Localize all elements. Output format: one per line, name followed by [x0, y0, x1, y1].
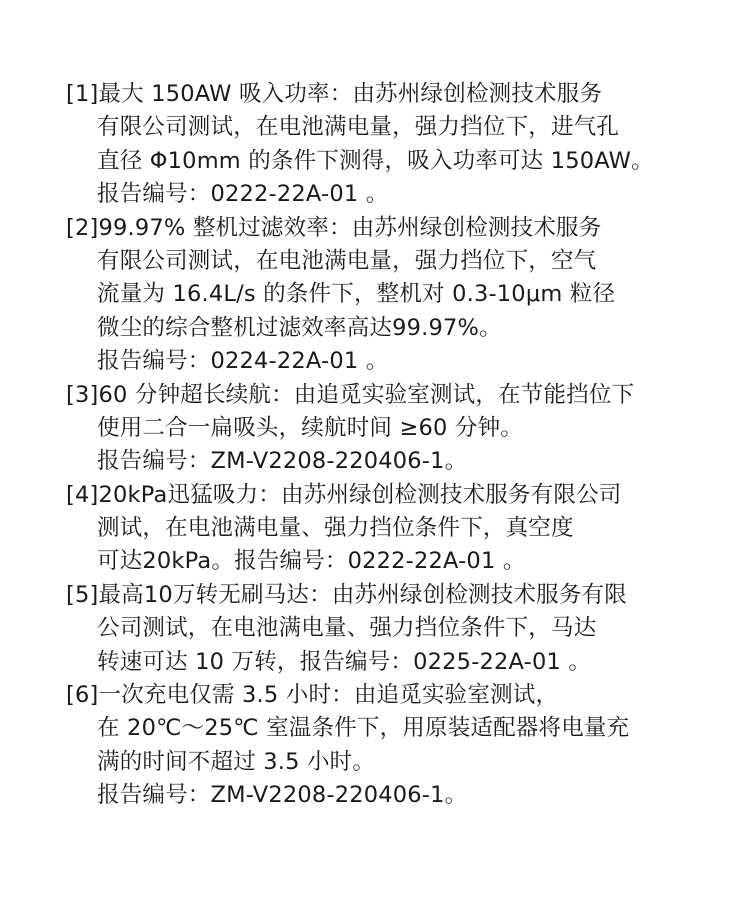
footnote-text: 20kPa迅猛吸力：由苏州绿创检测技术服务有限公司	[98, 481, 622, 508]
footnote-line: 有限公司测试，在电池满电量，强力挡位下，空气	[97, 247, 597, 274]
footnote-line: 满的时间不超过 3.5 小时。	[97, 748, 376, 775]
footnote-text: 最高10万转无刷马达：由苏州绿创检测技术服务有限	[98, 581, 627, 608]
footnotes-list	[66, 78, 726, 813]
footnote-marker: [2]	[66, 214, 99, 241]
footnote-marker: [4]	[66, 481, 99, 508]
footnote-line	[66, 78, 726, 111]
footnote-line: 使用二合一扁吸头，续航时间 ≥60 分钟。	[97, 414, 523, 441]
footnote-line: 在 20℃～25℃ 室温条件下，用原装适配器将电量充	[97, 715, 630, 742]
footnote-line	[66, 479, 726, 512]
footnote-text: 60 分钟超长续航：由追觅实验室测试，在节能挡位下	[98, 381, 635, 408]
footnote-marker: [5]	[66, 581, 99, 608]
footnote-text: 最大 150AW 吸入功率：由苏州绿创检测技术服务	[98, 81, 603, 107]
footnote-line: 转速可达 10 万转，报告编号：0225-22A-01 。	[97, 648, 592, 675]
footnote-marker: [1]	[66, 81, 99, 107]
footnote-marker: [3]	[66, 381, 99, 408]
footnote-text: 99.97% 整机过滤效率：由苏州绿创检测技术服务	[98, 214, 602, 241]
footnote-line	[66, 679, 726, 712]
footnote-line	[66, 379, 726, 412]
footnote-text: 一次充电仅需 3.5 小时：由追觅实验室测试，	[98, 682, 559, 709]
footnote-line	[66, 579, 726, 612]
footnote-line: 可达20kPa。报告编号：0222-22A-01 。	[97, 548, 526, 575]
footnote-line: 直径 Φ10mm 的条件下测得，吸入功率可达 150AW。	[97, 147, 654, 174]
footnote-marker: [6]	[66, 682, 99, 709]
footnote-line: 有限公司测试，在电池满电量，强力挡位下，进气孔	[97, 114, 620, 141]
footnote-5	[66, 579, 726, 679]
footnote-line: 公司测试，在电池满电量、强力挡位条件下，马达	[97, 615, 597, 642]
footnote-line: 报告编号：0224-22A-01 。	[97, 348, 389, 375]
footnote-3	[66, 379, 726, 479]
footnote-line: 流量为 16.4L/s 的条件下，整机对 0.3-10μm 粒径	[97, 281, 616, 308]
footnote-line: 测试，在电池满电量、强力挡位条件下，真空度	[97, 515, 574, 542]
footnote-line: 报告编号：ZM-V2208-220406-1。	[97, 782, 468, 809]
footnote-line: 微尘的综合整机过滤效率高达99.97%。	[97, 314, 502, 341]
footnote-6	[66, 679, 726, 813]
footnote-line: 报告编号：0222-22A-01 。	[97, 181, 389, 208]
footnote-4	[66, 479, 726, 579]
footnote-2	[66, 212, 726, 379]
footnote-line	[66, 212, 726, 245]
footnote-line: 报告编号：ZM-V2208-220406-1。	[97, 448, 468, 475]
footnote-1	[66, 78, 726, 212]
